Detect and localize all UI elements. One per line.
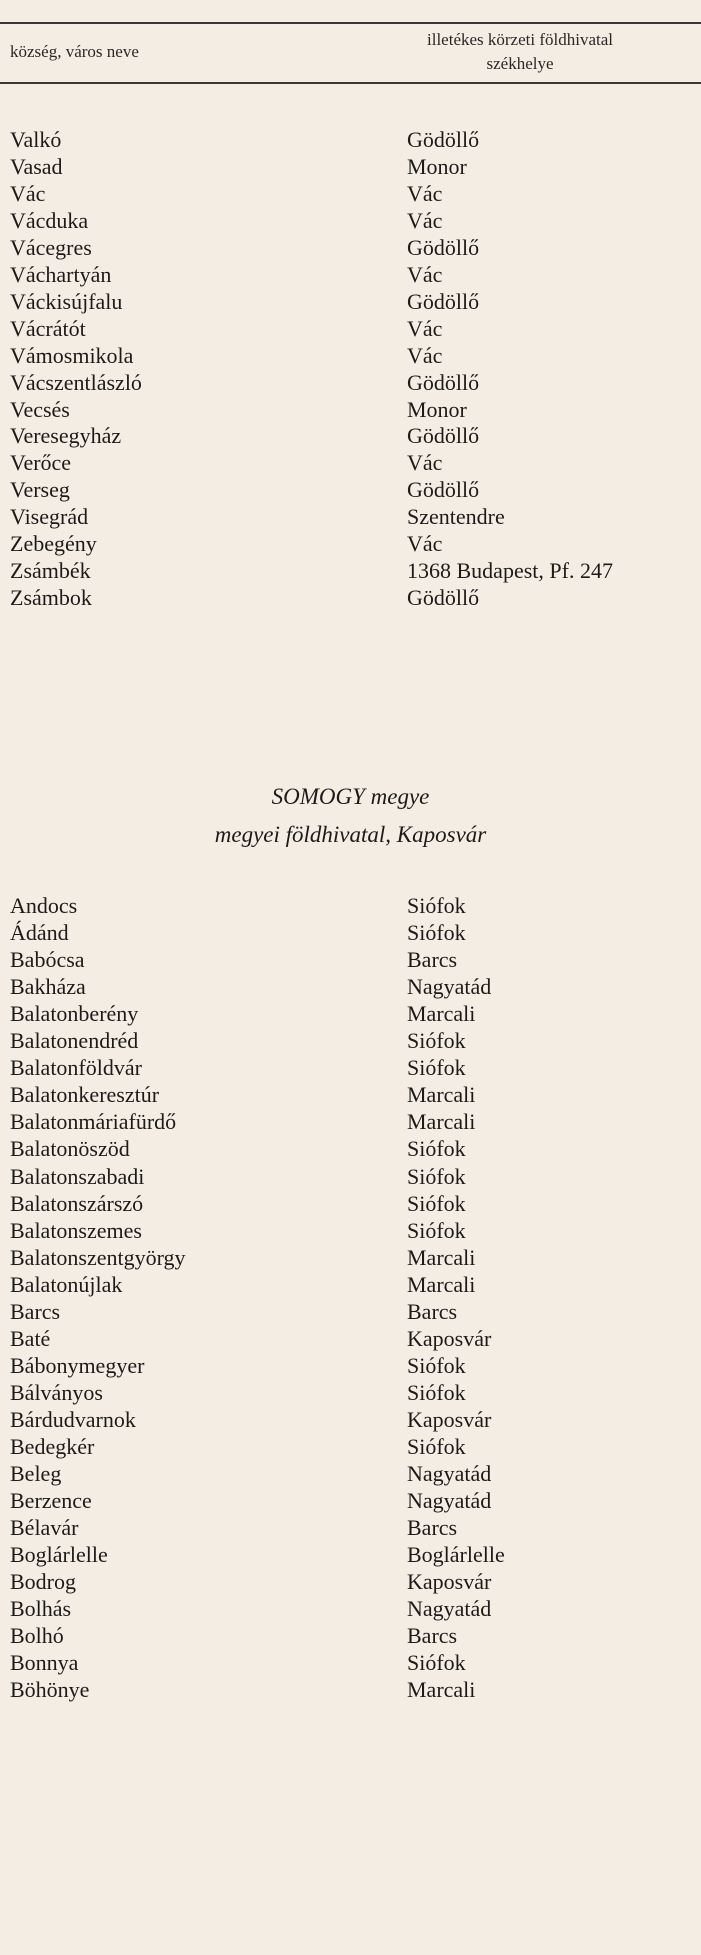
- settlement-name: Balatonföldvár: [10, 1055, 142, 1081]
- settlement-name: Beleg: [10, 1461, 62, 1487]
- settlement-name: Balatonszentgyörgy: [10, 1244, 186, 1270]
- land-office-seat: Barcs: [407, 1623, 458, 1649]
- section-subtitle: megyei földhivatal, Kaposvár: [214, 822, 487, 847]
- section-title: SOMOGY megye: [271, 784, 430, 809]
- land-office-seat: Gödöllő: [407, 369, 480, 395]
- land-office-seat: Vác: [407, 531, 443, 557]
- settlement-name: Zsámbok: [10, 585, 92, 611]
- land-office-seat: Siófok: [407, 1379, 466, 1405]
- settlement-name: Bálványos: [10, 1379, 103, 1405]
- land-office-seat: Siófok: [407, 1352, 466, 1378]
- settlement-name: Vecsés: [10, 396, 70, 422]
- land-office-seat: Vác: [407, 261, 443, 287]
- land-office-seat: Barcs: [407, 1515, 458, 1541]
- land-office-seat: Gödöllő: [407, 423, 480, 449]
- settlement-name: Balatonmáriafürdő: [10, 1109, 177, 1135]
- land-office-seat: Gödöllő: [407, 234, 480, 260]
- column-header-land-office-line1: illetékes körzeti földhivatal: [427, 30, 613, 49]
- land-office-seat: Gödöllő: [407, 585, 480, 611]
- settlement-name: Balatonújlak: [10, 1271, 123, 1297]
- land-office-seat: Monor: [407, 396, 467, 422]
- land-office-seat: Nagyatád: [407, 1488, 492, 1514]
- land-office-seat: Gödöllő: [407, 288, 480, 314]
- land-office-seat: Barcs: [407, 1298, 458, 1324]
- settlement-name: Váchartyán: [10, 261, 112, 287]
- settlement-name: Böhönye: [10, 1677, 90, 1703]
- settlement-name: Zebegény: [10, 531, 97, 557]
- column-header-land-office-line2: székhelye: [486, 54, 554, 73]
- header-bottom-rule: [0, 82, 701, 84]
- land-office-seat: Kaposvár: [407, 1406, 492, 1432]
- settlement-name: Balatonszabadi: [10, 1163, 145, 1189]
- settlement-name: Vácszentlászló: [10, 369, 142, 395]
- land-office-seat: Barcs: [407, 947, 458, 973]
- settlement-name: Vác: [10, 180, 46, 206]
- settlement-name: Bárdudvarnok: [10, 1406, 136, 1432]
- land-office-seat: Vác: [407, 450, 443, 476]
- land-office-seat: Marcali: [407, 1109, 476, 1135]
- header-top-rule: [0, 22, 701, 24]
- land-office-seat: Marcali: [407, 1271, 476, 1297]
- land-office-seat: Boglárlelle: [407, 1542, 505, 1568]
- land-office-seat: Marcali: [407, 1082, 476, 1108]
- land-office-seat: Siófok: [407, 1190, 466, 1216]
- land-office-seat: Vác: [407, 207, 443, 233]
- column-header-settlement: község, város neve: [10, 42, 139, 61]
- land-office-seat: 1368 Budapest, Pf. 247: [407, 558, 613, 584]
- settlement-name: Bolhó: [10, 1623, 64, 1649]
- land-office-seat: Siófok: [407, 1055, 466, 1081]
- settlement-name: Bábonymegyer: [10, 1352, 145, 1378]
- settlement-name: Andocs: [10, 893, 78, 918]
- settlement-name: Balatonszemes: [10, 1217, 142, 1243]
- settlement-name: Vasad: [10, 153, 63, 179]
- land-office-seat: Nagyatád: [407, 1596, 492, 1622]
- settlement-name: Boglárlelle: [10, 1542, 108, 1568]
- settlement-name: Ádánd: [10, 920, 69, 946]
- land-office-seat: Siófok: [407, 1136, 466, 1162]
- land-office-seat: Siófok: [407, 893, 466, 918]
- settlement-name: Babócsa: [10, 947, 85, 973]
- land-office-seat: Gödöllő: [407, 127, 480, 152]
- settlement-name: Verőce: [10, 450, 72, 476]
- settlement-name: Balatonöszöd: [10, 1136, 130, 1162]
- settlement-name: Baté: [10, 1325, 51, 1351]
- settlement-name: Berzence: [10, 1488, 92, 1514]
- settlement-name: Vácduka: [10, 207, 89, 233]
- settlement-name: Balatonberény: [10, 1001, 139, 1027]
- land-office-seat: Siófok: [407, 1434, 466, 1459]
- land-office-seat: Siófok: [407, 1217, 466, 1243]
- settlement-name: Valkó: [10, 127, 62, 152]
- land-office-seat: Siófok: [407, 1028, 466, 1054]
- settlement-name: Váckisújfalu: [10, 288, 123, 314]
- settlement-name: Balatonendréd: [10, 1028, 139, 1054]
- settlement-name: Verseg: [10, 477, 70, 503]
- land-office-seat: Nagyatád: [407, 1461, 492, 1487]
- list-row: [0, 1673, 701, 1707]
- land-office-seat: Siófok: [407, 920, 466, 946]
- settlement-name: Bonnya: [10, 1650, 79, 1676]
- land-office-seat: Marcali: [407, 1244, 476, 1270]
- settlement-name: Vámosmikola: [10, 342, 134, 368]
- settlement-name: Balatonszárszó: [10, 1190, 144, 1216]
- settlement-name: Zsámbék: [10, 558, 91, 584]
- land-office-seat: Vác: [407, 315, 443, 341]
- land-office-seat: Kaposvár: [407, 1325, 492, 1351]
- land-office-seat: Siófok: [407, 1650, 466, 1676]
- land-office-seat: Monor: [407, 153, 467, 179]
- settlement-name: Vácrátót: [10, 315, 86, 341]
- land-office-seat: Vác: [407, 180, 443, 206]
- land-office-seat: Szentendre: [407, 504, 505, 530]
- settlement-name: Barcs: [10, 1298, 61, 1324]
- settlement-name: Balatonkeresztúr: [10, 1082, 160, 1108]
- settlement-name: Bolhás: [10, 1596, 72, 1622]
- land-office-seat: Marcali: [407, 1001, 476, 1027]
- list-row: [0, 581, 701, 615]
- land-office-seat: Gödöllő: [407, 477, 480, 503]
- land-office-seat: Nagyatád: [407, 974, 492, 1000]
- settlement-name: Veresegyház: [10, 423, 122, 449]
- settlement-name: Bakháza: [10, 974, 86, 1000]
- settlement-name: Bedegkér: [10, 1434, 95, 1459]
- land-office-seat: Vác: [407, 342, 443, 368]
- settlement-name: Bodrog: [10, 1569, 76, 1595]
- settlement-name: Vácegres: [10, 234, 92, 260]
- land-office-seat: Marcali: [407, 1677, 476, 1703]
- land-office-seat: Kaposvár: [407, 1569, 492, 1595]
- land-office-seat: Siófok: [407, 1163, 466, 1189]
- settlement-name: Visegrád: [10, 504, 89, 530]
- column-header-land-office: [370, 28, 670, 76]
- settlement-name: Bélavár: [10, 1515, 79, 1541]
